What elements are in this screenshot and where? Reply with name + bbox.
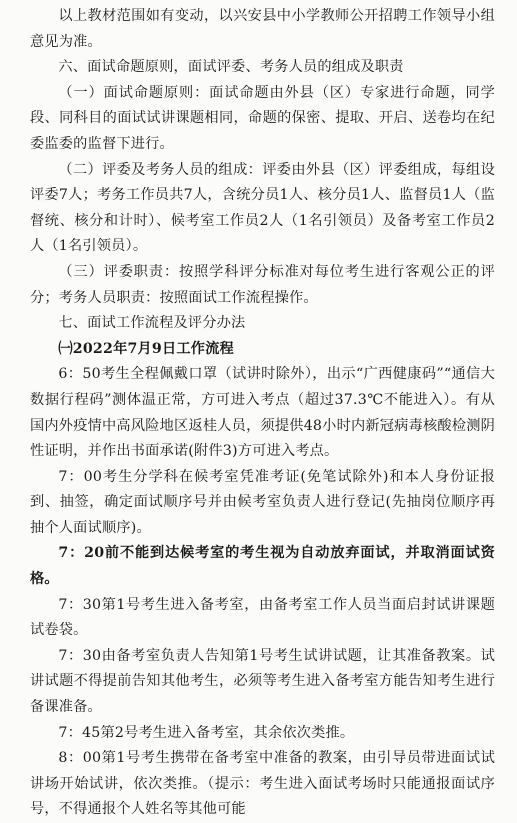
paragraph-time-0800: 8：00第1号考生携带在备考室中准备的教案，由引导员带进面试试讲场开始试讲，依次类推。（提示：考生进入面试考场时只能通报面试序号，不得通报个人姓名等其他可能 <box>30 750 495 818</box>
paragraph-time-0720-warning: 7：20前不能到达候考室的考生视为自动放弃面试，并取消面试资格。 <box>30 545 495 588</box>
paragraph-time-0745: 7：45第2号考生进入备考室，其余依次类推。 <box>58 724 355 741</box>
paragraph-question-principles: （一）面试命题原则：面试命题由外县（区）专家进行命题，同学段、同科目的面试试讲课题相同，命题的保密、提取、开启、送卷均在纪委监委的监督下进行。 <box>30 84 495 152</box>
paragraph-time-0650: 6：50考生全程佩戴口罩（试讲时除外），出示“广西健康码”“通信大数据行程码”测体温正常，方可进入考点（超过37.3℃不能进入）。有从国内外疫情中高风险地区返桂人员，须提供48小时内新冠病毒核酸检测阴性证明，并作出书面承诺(附件3)方可进入考点。 <box>30 366 495 460</box>
paragraph-time-0700: 7：00考生分学科在候考室凭准考证(免笔试除外)和本人身份证报到、抽签，确定面试顺序号并由候考室负责人进行登记(先抽岗位顺序再抽个人面试顺序)。 <box>30 468 495 536</box>
paragraph-staff-composition: （二）评委及考务人员的组成：评委由外县（区）评委组成，每组设评委7人；考务工作员共7人，含统分员1人、核分员1人、监督员1人（监督统、核分和计时）、候考室工作员2人（1名引领员）及备考室工作员2人（1名引领员）。 <box>30 161 495 255</box>
heading-section-6: 六、面试命题原则，面试评委、考务人员的组成及职责 <box>58 59 404 76</box>
paragraph-time-0730-first: 7：30第1号考生进入备考室，由备考室工作人员当面启封试讲课题试卷袋。 <box>30 596 495 639</box>
heading-section-7: 七、面试工作流程及评分办法 <box>58 315 246 332</box>
paragraph-judge-duties: （三）评委职责：按照学科评分标准对每位考生进行客观公正的评分；考务人员职责：按照面试工作流程操作。 <box>30 263 495 306</box>
heading-schedule-date: ㈠2022年7月9日工作流程 <box>58 340 234 357</box>
paragraph-scope-note: 以上教材范围如有变动，以兴安县中小学教师公开招聘工作领导小组意见为准。 <box>30 8 495 50</box>
paragraph-time-0730-second: 7：30由备考室负责人告知第1号考生试讲试题，让其准备教案。试讲试题不得提前告知其他考生，必须等考生进入备考室方能告知考生进行备课准备。 <box>30 647 495 716</box>
